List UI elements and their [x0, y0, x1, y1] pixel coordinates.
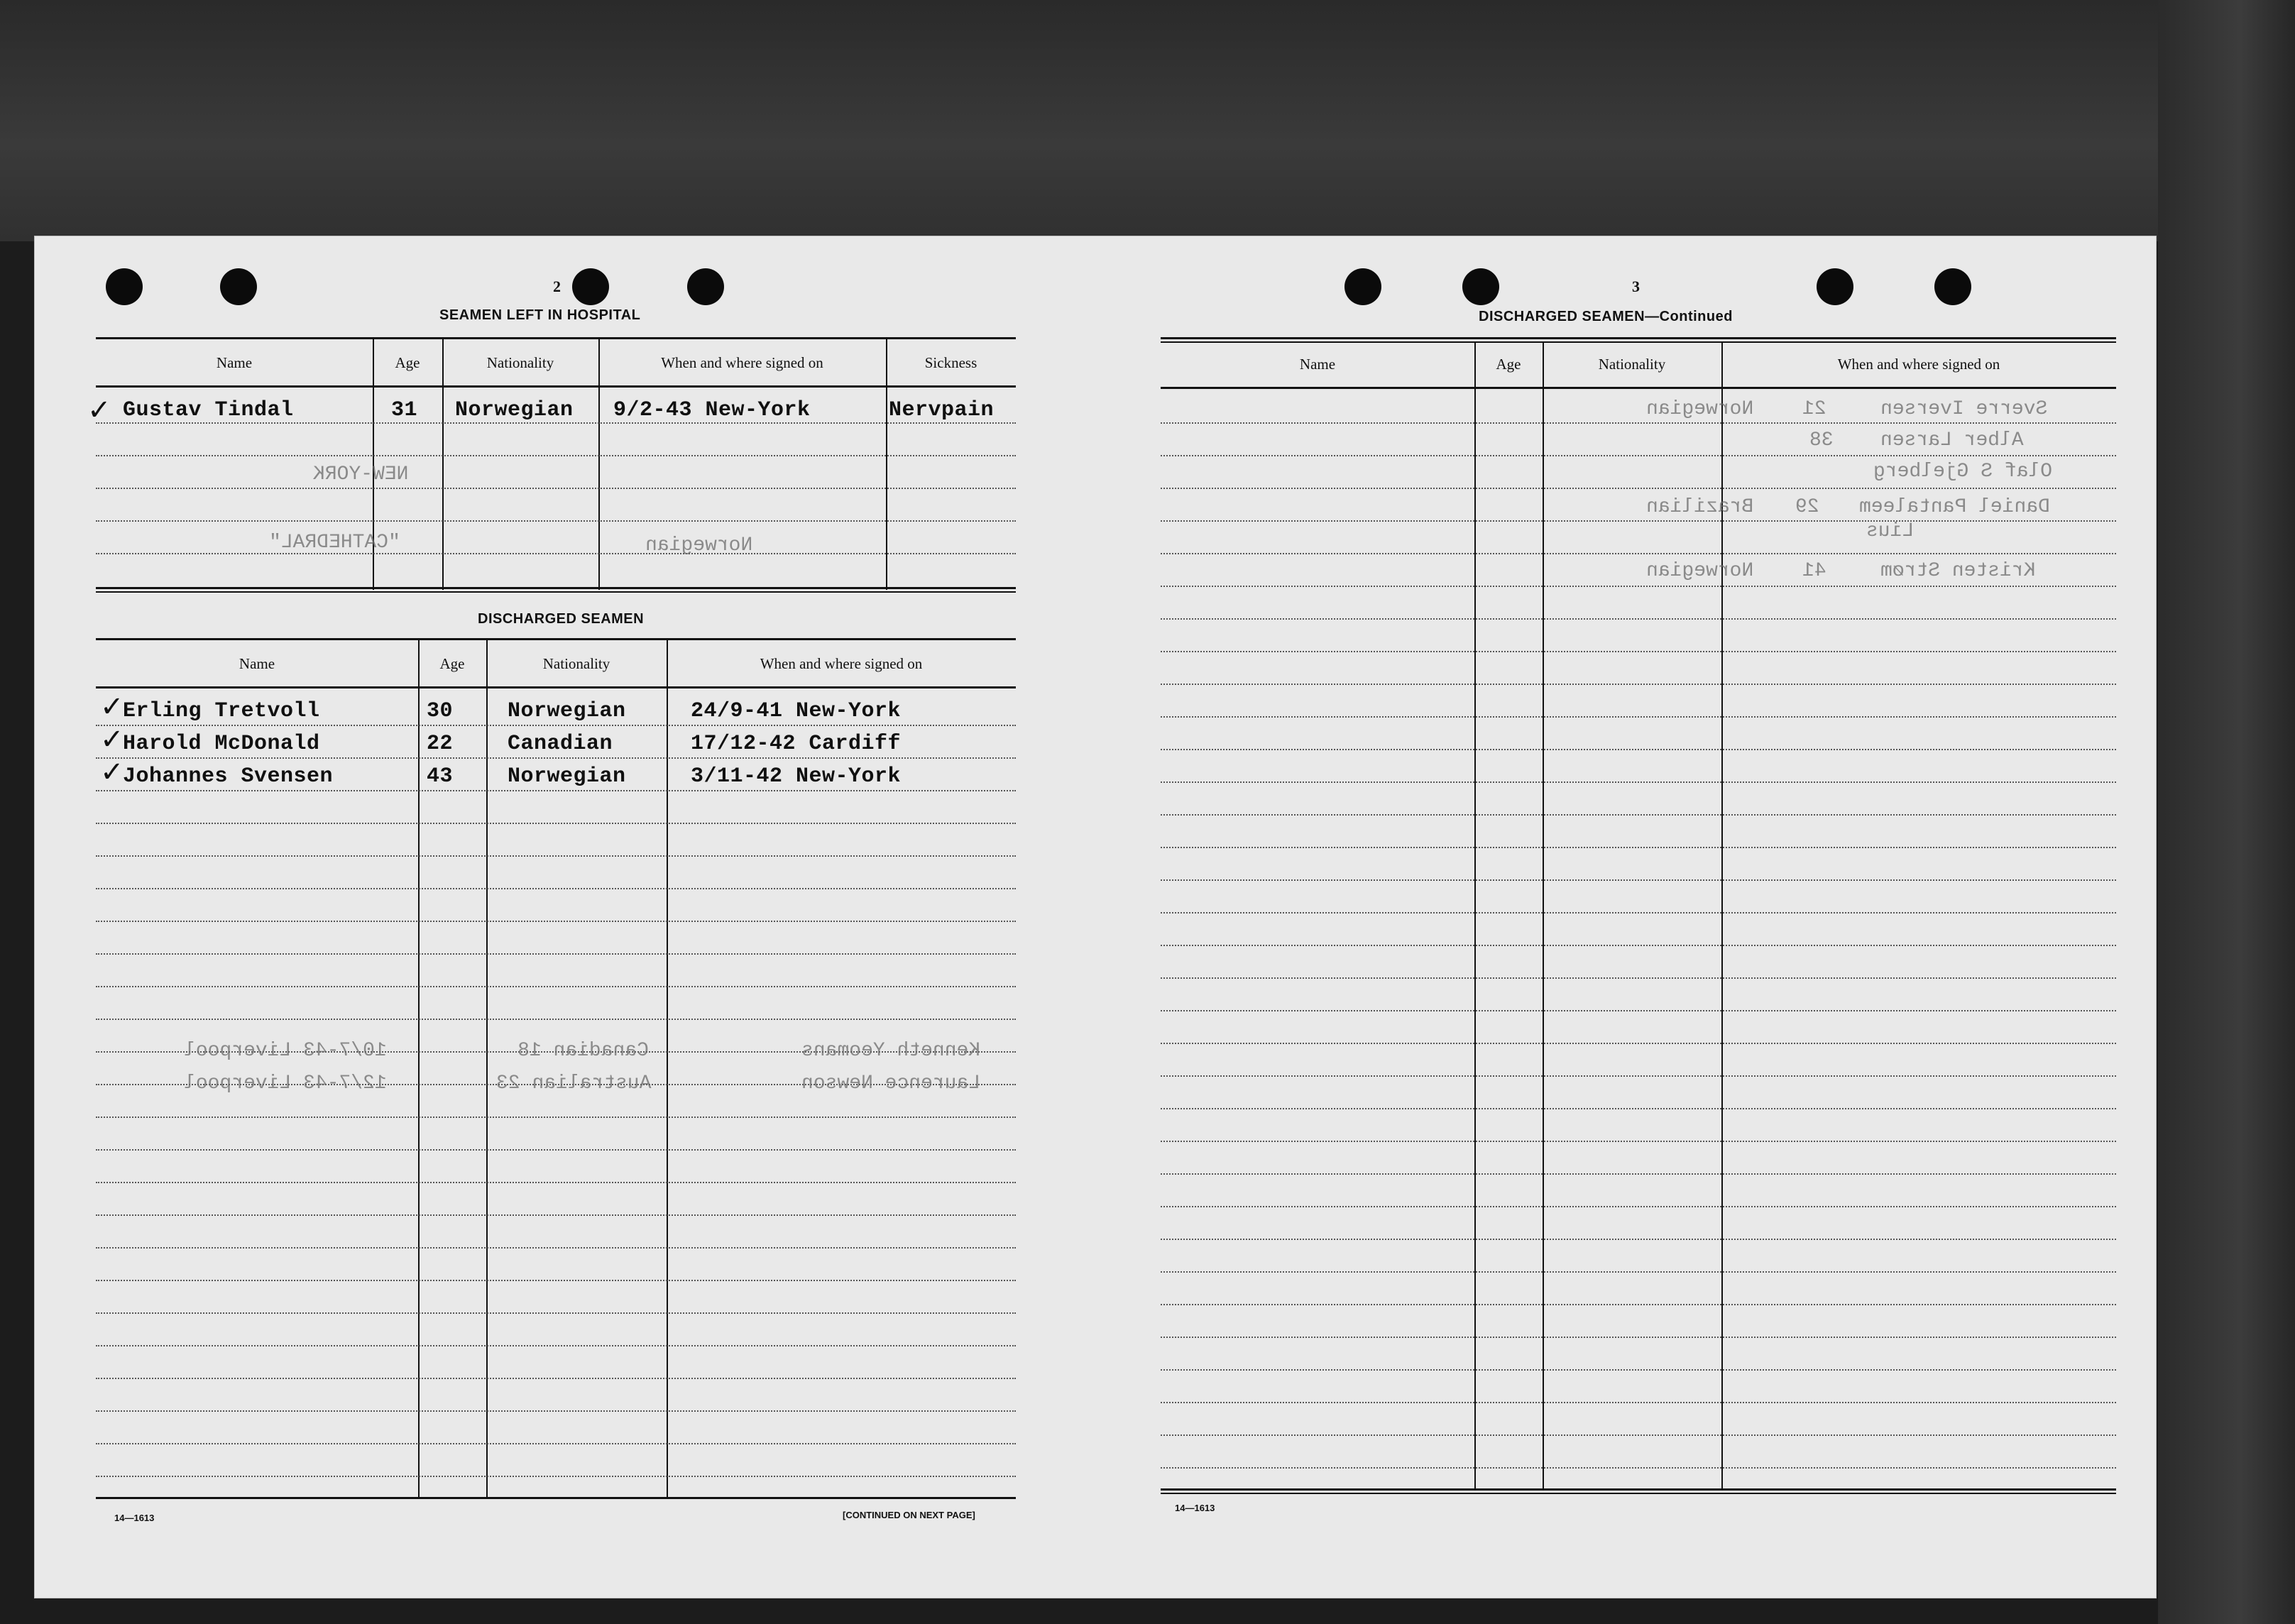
- row-line: [1161, 1239, 2116, 1240]
- row-line: [96, 1345, 1016, 1346]
- cell-nationality: Norwegian: [455, 398, 574, 422]
- row-line: [1161, 520, 2116, 522]
- bleed-through-marks: Lius: [1866, 520, 1915, 542]
- punch-hole: [1934, 268, 1971, 305]
- cell-signed-on: 17/12-42 Cardiff: [691, 732, 902, 756]
- col-header-age: Age: [439, 655, 465, 672]
- bleed-through-marks: Kristen Strøm: [1880, 560, 2036, 582]
- hospital-section-title: SEAMEN LEFT IN HOSPITAL: [439, 307, 641, 323]
- row-line: [1161, 1337, 2116, 1338]
- cell-name: Erling Tretvoll: [123, 699, 320, 723]
- column-divider: [1543, 341, 1544, 1490]
- cell-signed-on: 9/2-43 New-York: [613, 398, 811, 422]
- col-header-name: Name: [1299, 356, 1336, 373]
- row-line: [96, 553, 1016, 554]
- row-line: [1161, 814, 2116, 816]
- table-rule: [96, 385, 1016, 388]
- col-header-name: Name: [216, 354, 253, 371]
- table-rule: [96, 638, 1016, 640]
- table-rule: [96, 337, 1016, 339]
- row-line: [1161, 1206, 2116, 1207]
- col-header-sickness: Sickness: [924, 354, 977, 371]
- column-divider: [442, 337, 444, 590]
- punch-hole: [106, 268, 143, 305]
- cell-age: 43: [427, 764, 454, 789]
- row-line: [1161, 1141, 2116, 1142]
- form-number: 14—1613: [1175, 1503, 1215, 1513]
- row-line: [96, 422, 1016, 424]
- column-divider: [1474, 341, 1476, 1490]
- punch-hole: [1344, 268, 1381, 305]
- row-line: [1161, 1434, 2116, 1436]
- discharged-section-title: DISCHARGED SEAMEN: [478, 611, 645, 627]
- bleed-through-marks: Norwegian: [645, 534, 753, 556]
- row-line: [1161, 847, 2116, 848]
- bleed-through-marks: Norwegian: [1646, 398, 1754, 420]
- bleed-through-marks: Norwegian: [1646, 560, 1754, 582]
- row-line: [96, 790, 1016, 791]
- row-line: [96, 1182, 1016, 1183]
- cell-name: Gustav Tindal: [123, 398, 294, 422]
- punch-hole: [1817, 268, 1853, 305]
- bleed-through-marks: Brazilian: [1646, 496, 1754, 518]
- bleed-through-marks: 29: [1795, 496, 1819, 518]
- document-spread: [34, 236, 2157, 1598]
- col-header-nationality: Nationality: [486, 354, 554, 371]
- bleed-through-marks: NEW-YORK: [313, 463, 409, 485]
- row-line: [96, 455, 1016, 456]
- cell-age: 22: [427, 732, 454, 756]
- row-line: [96, 1378, 1016, 1379]
- cell-signed-on: 24/9-41 New-York: [691, 699, 902, 723]
- row-line: [96, 921, 1016, 922]
- cell-age: 31: [391, 398, 418, 422]
- checkmark-icon: ✓: [87, 394, 111, 427]
- row-line: [96, 1443, 1016, 1444]
- checkmark-icon: ✓: [100, 691, 124, 723]
- row-line: [1161, 1271, 2116, 1273]
- table-rule: [96, 686, 1016, 688]
- col-header-signed-on: When and where signed on: [760, 655, 923, 672]
- row-line: [1161, 1304, 2116, 1305]
- row-line: [1161, 684, 2116, 685]
- col-header-age: Age: [1496, 356, 1521, 373]
- row-line: [96, 1149, 1016, 1151]
- row-line: [96, 1410, 1016, 1412]
- bleed-through-marks: 10/7-43 Liverpool: [184, 1040, 387, 1062]
- bleed-through-marks: Australian 23: [496, 1072, 652, 1094]
- col-header-signed-on: When and where signed on: [1837, 356, 2000, 373]
- bleed-through-marks: 12/7-43 Liverpool: [184, 1072, 387, 1094]
- column-divider: [598, 337, 600, 590]
- row-line: [1161, 1402, 2116, 1403]
- bleed-through-marks: Alber Larsen: [1880, 429, 2024, 451]
- row-line: [1161, 1010, 2116, 1011]
- table-rule: [1161, 1488, 2116, 1491]
- cell-signed-on: 3/11-42 New-York: [691, 764, 902, 789]
- bleed-through-marks: 38: [1809, 429, 1834, 451]
- row-line: [1161, 945, 2116, 946]
- table-rule: [96, 587, 1016, 589]
- continued-note: [CONTINUED ON NEXT PAGE]: [843, 1510, 975, 1520]
- row-line: [1161, 1108, 2116, 1109]
- row-line: [96, 757, 1016, 759]
- row-line: [1161, 1369, 2116, 1371]
- row-line: [96, 1019, 1016, 1020]
- bleed-through-marks: Olaf S Gjelberg: [1873, 461, 2053, 483]
- row-line: [96, 1214, 1016, 1216]
- row-line: [96, 888, 1016, 889]
- cell-name: Harold McDonald: [123, 732, 320, 756]
- row-line: [1161, 651, 2116, 652]
- col-header-name: Name: [239, 655, 275, 672]
- row-line: [1161, 553, 2116, 554]
- cell-name: Johannes Svensen: [123, 764, 334, 789]
- punch-hole: [572, 268, 609, 305]
- bleed-through-marks: Kenneth Yeomans: [801, 1040, 981, 1062]
- table-rule: [1161, 337, 2116, 339]
- row-line: [1161, 781, 2116, 783]
- scanner-background-top: [0, 0, 2295, 241]
- row-line: [1161, 912, 2116, 914]
- row-line: [96, 986, 1016, 987]
- checkmark-icon: ✓: [100, 756, 124, 789]
- row-line: [96, 953, 1016, 955]
- row-line: [1161, 977, 2116, 979]
- row-line: [1161, 455, 2116, 456]
- row-line: [96, 1280, 1016, 1281]
- row-line: [1161, 1075, 2116, 1077]
- bleed-through-marks: Laurence Newson: [801, 1072, 981, 1094]
- bleed-through-marks: 21: [1802, 398, 1826, 420]
- form-number: 14—1613: [114, 1513, 155, 1523]
- cell-nationality: Norwegian: [508, 699, 626, 723]
- table-rule: [96, 591, 1016, 593]
- row-line: [96, 1476, 1016, 1477]
- punch-hole: [1462, 268, 1499, 305]
- cell-nationality: Norwegian: [508, 764, 626, 789]
- row-line: [1161, 716, 2116, 718]
- col-header-nationality: Nationality: [1598, 356, 1666, 373]
- bleed-through-marks: Sverre Iversen: [1880, 398, 2048, 420]
- cell-sickness: Nervpain: [889, 398, 995, 422]
- row-line: [1161, 488, 2116, 489]
- row-line: [96, 488, 1016, 489]
- row-line: [1161, 749, 2116, 750]
- checkmark-icon: ✓: [100, 723, 124, 756]
- row-line: [1161, 1173, 2116, 1175]
- column-divider: [418, 638, 420, 1498]
- column-divider: [886, 337, 887, 590]
- cell-nationality: Canadian: [508, 732, 613, 756]
- table-rule: [1161, 1493, 2116, 1494]
- table-rule: [1161, 387, 2116, 389]
- row-line: [96, 855, 1016, 857]
- column-divider: [486, 638, 488, 1498]
- bleed-through-marks: 41: [1802, 560, 1826, 582]
- table-rule: [96, 1497, 1016, 1499]
- row-line: [1161, 618, 2116, 620]
- row-line: [96, 823, 1016, 824]
- bleed-through-marks: Canadian 18: [517, 1040, 649, 1062]
- row-line: [1161, 879, 2116, 881]
- row-line: [96, 520, 1016, 522]
- bleed-through-marks: Daniel Pantaleem: [1859, 496, 2050, 518]
- punch-hole: [220, 268, 257, 305]
- row-line: [1161, 586, 2116, 587]
- discharged-continued-title: DISCHARGED SEAMEN—Continued: [1479, 309, 1733, 324]
- row-line: [96, 1312, 1016, 1314]
- cell-age: 30: [427, 699, 454, 723]
- row-line: [1161, 1467, 2116, 1469]
- punch-hole: [687, 268, 724, 305]
- row-line: [96, 1247, 1016, 1249]
- row-line: [1161, 422, 2116, 424]
- page-number: 3: [1632, 278, 1640, 295]
- col-header-age: Age: [395, 354, 420, 371]
- col-header-nationality: Nationality: [542, 655, 610, 672]
- col-header-signed-on: When and where signed on: [661, 354, 823, 371]
- bleed-through-marks: "CATHEDRAL": [269, 532, 400, 554]
- row-line: [96, 1116, 1016, 1118]
- row-line: [1161, 1043, 2116, 1044]
- table-rule: [1161, 341, 2116, 343]
- page-number: 2: [553, 278, 561, 295]
- row-line: [96, 725, 1016, 726]
- scanner-background-right: [2158, 0, 2295, 1624]
- column-divider: [667, 638, 668, 1498]
